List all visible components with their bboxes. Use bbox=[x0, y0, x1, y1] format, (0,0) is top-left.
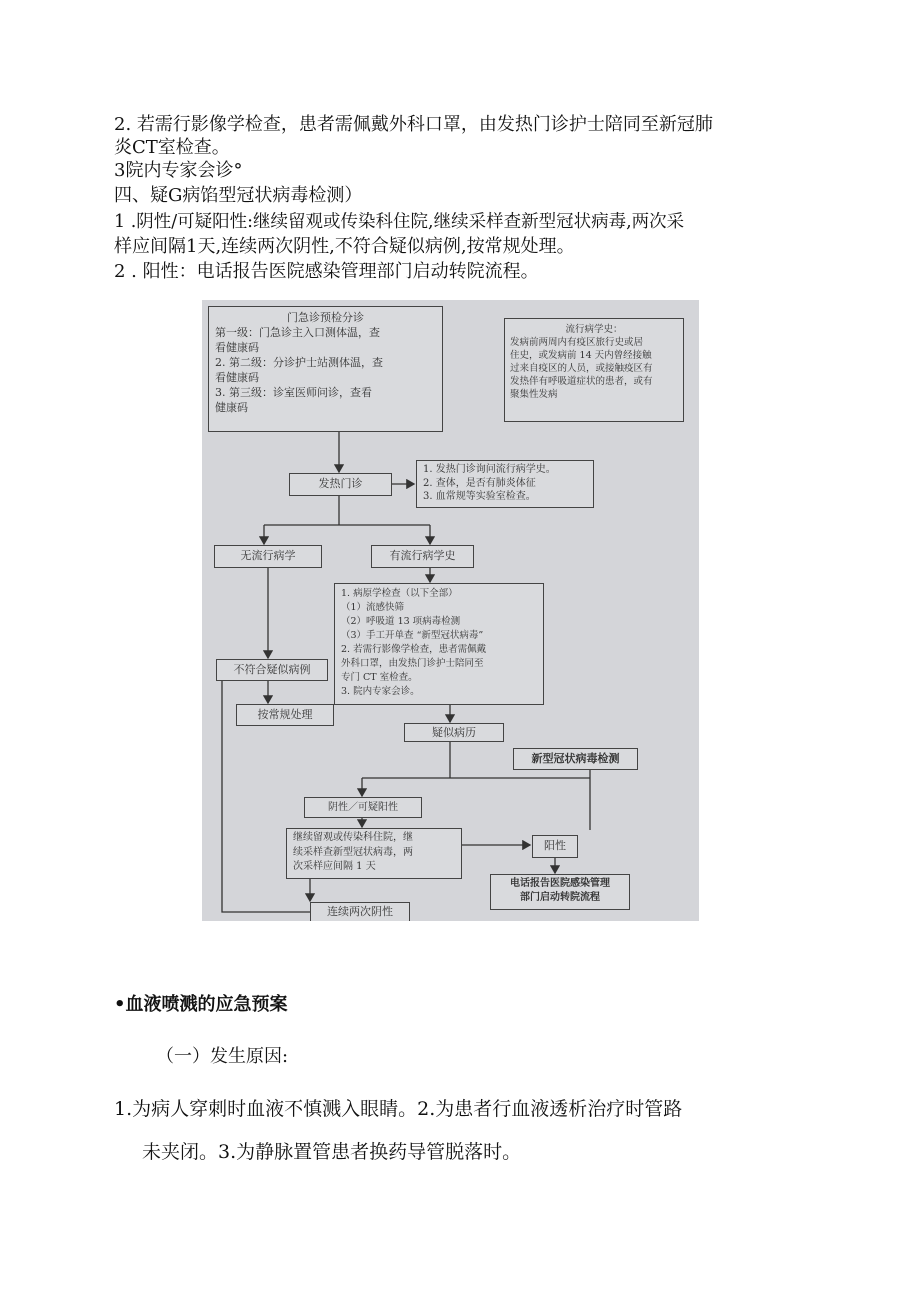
text-line-2: 炎CT室检查。 bbox=[114, 137, 230, 158]
cause-title: （一）发生原因: bbox=[156, 1046, 289, 1067]
report-line-1: 电话报告医院感染管理 bbox=[510, 878, 610, 889]
fever-steps-box bbox=[416, 460, 594, 508]
fever-step-1: 1. 发热门诊询问流行病学史。 bbox=[423, 464, 556, 475]
pathogen-line-8: 3. 院内专家会诊。 bbox=[341, 686, 420, 697]
positive-label: 阳性 bbox=[544, 839, 566, 852]
triage-line-2: 看健康码 bbox=[215, 341, 259, 354]
has-epi-label: 有流行病学史 bbox=[389, 549, 456, 562]
observe-line-1: 继续留观或传染科住院，继 bbox=[293, 832, 413, 843]
report-line-2: 部门启动转院流程 bbox=[520, 892, 600, 903]
negative-box bbox=[304, 797, 422, 818]
pathogen-box bbox=[334, 583, 544, 705]
no-epi-box bbox=[214, 545, 322, 568]
flowchart-photo bbox=[202, 300, 699, 921]
pathogen-line-5: 2. 若需行影像学检查，患者需佩戴 bbox=[341, 644, 487, 655]
report-box bbox=[490, 874, 630, 910]
cause-line-1: 1.为病人穿刺时血液不慎溅入眼睛。2.为患者行血液透析治疗时管路 bbox=[114, 1098, 683, 1120]
not-suspected-label: 不符合疑似病例 bbox=[233, 663, 311, 676]
observe-box bbox=[286, 828, 462, 879]
epi-history-line-5: 聚集性发病 bbox=[510, 389, 558, 400]
virus-test-label: 新型冠状病毒检测 bbox=[531, 752, 620, 765]
pathogen-line-7: 专门 CT 室检查。 bbox=[341, 672, 418, 683]
positive-box bbox=[532, 835, 578, 858]
not-suspected-box bbox=[216, 659, 328, 681]
fever-clinic-label: 发热门诊 bbox=[318, 477, 363, 490]
pathogen-line-3: （2）呼吸道 13 项病毒检测 bbox=[341, 616, 461, 627]
routine-label: 按常规处理 bbox=[257, 708, 313, 721]
triage-title: 门急诊预检分诊 bbox=[287, 311, 364, 324]
pathogen-line-4: （3）手工开单查 “新型冠状病毒” bbox=[341, 630, 484, 641]
cause-line-2: 未夹闭。3.为静脉置管患者换药导管脱落时。 bbox=[142, 1141, 522, 1163]
text-line-4: 四、疑G病馅型冠状病毒检测） bbox=[114, 185, 363, 206]
fever-step-2: 2. 查体，是否有肺炎体征 bbox=[423, 477, 536, 489]
text-line-7: 2 . 阳性：电话报告医院感染管理部门启动转院流程。 bbox=[114, 261, 539, 282]
fever-clinic-box bbox=[289, 473, 392, 496]
fever-step-3: 3. 血常规等实验室检查。 bbox=[423, 491, 536, 502]
epi-history-line-3: 过来自疫区的人员，或接触疫区有 bbox=[510, 363, 653, 374]
triage-line-5: 3. 第三级：诊室医师问诊，查看 bbox=[215, 386, 372, 399]
text-line-6: 样应间隔1天,连续两次阴性,不符合疑似病例,按常规处理。 bbox=[114, 236, 575, 257]
suspected-label: 疑似病历 bbox=[432, 726, 476, 739]
pathogen-line-6: 外科口罩，由发热门诊护士陪同至 bbox=[341, 658, 484, 669]
two-negatives-label: 连续两次阴性 bbox=[327, 905, 393, 918]
text-line-1: 2. 若需行影像学检查，患者需佩戴外科口罩，由发热门诊护士陪同至新冠肺 bbox=[114, 114, 713, 135]
epi-history-line-1: 发病前两周内有疫区旅行史或居 bbox=[510, 337, 644, 348]
pathogen-line-2: （1）流感快筛 bbox=[341, 602, 405, 613]
triage-line-4: 看健康码 bbox=[215, 371, 259, 384]
no-epi-label: 无流行病学 bbox=[240, 549, 296, 562]
text-line-5: 1 .阴性/可疑阳性:继续留观或传染科住院,继续采样查新型冠状病毒,两次采 bbox=[114, 212, 685, 232]
triage-line-6: 健康码 bbox=[215, 401, 248, 414]
text-line-3: 3院内专家会诊° bbox=[114, 160, 243, 181]
epi-history-title: 流行病学史： bbox=[565, 324, 623, 335]
epi-history-line-4: 发热伴有呼吸道症状的患者，或有 bbox=[510, 376, 653, 387]
pathogen-line-1: 1. 病原学检查（以下全部） bbox=[341, 588, 458, 599]
routine-box bbox=[236, 704, 334, 726]
triage-box bbox=[208, 306, 443, 432]
virus-test-box bbox=[513, 748, 638, 770]
two-negatives-box bbox=[310, 902, 410, 921]
negative-label: 阴性／可疑阳性 bbox=[328, 802, 398, 813]
epi-history-box bbox=[504, 318, 684, 422]
triage-line-1: 第一级：门急诊主入口测体温，查 bbox=[215, 326, 380, 339]
section-heading: •血液喷溅的应急预案 bbox=[114, 994, 288, 1015]
has-epi-box bbox=[371, 545, 474, 568]
observe-line-3: 次采样应间隔 1 天 bbox=[293, 861, 376, 872]
epi-history-line-2: 住史，或发病前 14 天内曾经接触 bbox=[510, 350, 652, 361]
observe-line-2: 续采样查新型冠状病毒，两 bbox=[293, 846, 413, 858]
suspected-box bbox=[404, 723, 504, 742]
triage-line-3: 2. 第二级：分诊护士站测体温，查 bbox=[215, 356, 383, 369]
